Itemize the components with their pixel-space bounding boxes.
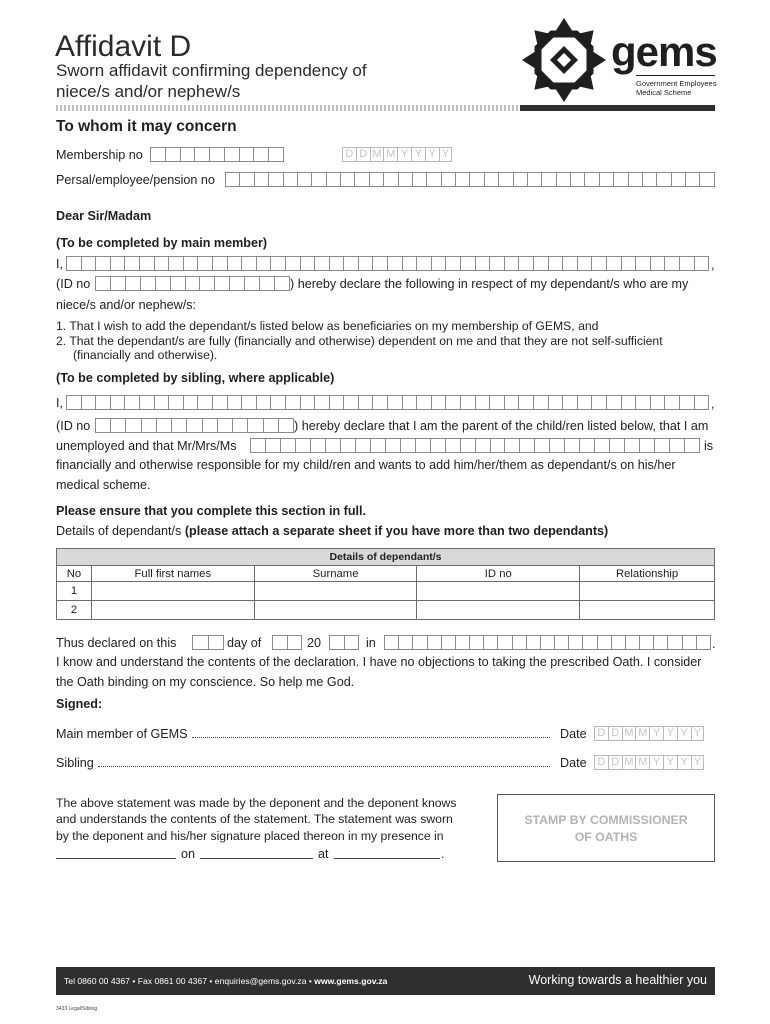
know-line-2: the Oath binding on my conscience. So help me God.: [56, 675, 355, 689]
gems-tagline-line-2: Medical Scheme: [636, 88, 692, 97]
row-number: 2: [57, 601, 92, 620]
id-no-cell[interactable]: [417, 582, 580, 601]
membership-number-field[interactable]: [150, 147, 284, 162]
details-bold: (please attach a separate sheet if you have more than two dependants): [184, 524, 609, 538]
details-text: [56, 524, 608, 539]
footer-contact: [64, 976, 387, 986]
sibling-i-label: I,: [56, 396, 63, 410]
commissioner-at-label: at: [318, 847, 329, 861]
sibling-is-text: is: [704, 439, 714, 453]
date-char-box[interactable]: Y: [649, 755, 663, 770]
declared-place-field[interactable]: [384, 635, 711, 650]
salutation: Dear Sir/Madam: [56, 209, 152, 223]
main-member-heading: (To be completed by main member): [56, 236, 268, 250]
commissioner-date-line[interactable]: [200, 858, 313, 859]
sibling-comma: ,: [711, 397, 715, 411]
date-char-box[interactable]: M: [622, 755, 636, 770]
main-member-item-1: 1. That I wish to add the dependant/s listed below as beneficiaries on my membership of GEMS, and: [56, 319, 599, 333]
day-of-label: day of: [227, 636, 262, 650]
in-label: in: [366, 636, 376, 650]
column-header-relationship: Relationship: [580, 566, 715, 582]
main-member-signature-label: Main member of GEMS: [56, 727, 188, 741]
stamp-line-2: OF OATHS: [574, 830, 638, 844]
stamp-box[interactable]: [497, 794, 715, 862]
date-char-box[interactable]: Y: [649, 726, 663, 741]
sibling-date-label: Date: [560, 756, 587, 770]
main-member-date-field[interactable]: [594, 726, 704, 741]
date-char-box[interactable]: Y: [397, 147, 411, 162]
dependants-table: [56, 548, 715, 620]
commissioner-line-2: and understands the contents of the statement. The statement was sworn: [56, 812, 453, 826]
gems-wordmark: gems: [611, 28, 717, 75]
date-char-box[interactable]: D: [594, 755, 608, 770]
main-member-id-label: (ID no: [56, 277, 91, 291]
declared-period: .: [712, 637, 716, 651]
column-header-no: No: [57, 566, 92, 582]
sibling-mr-mrs-ms-field[interactable]: [250, 438, 700, 453]
date-char-box[interactable]: D: [594, 726, 608, 741]
gems-tagline-line-1: Government Employees: [636, 79, 717, 88]
persal-number-field[interactable]: [225, 172, 715, 187]
know-line-1: I know and understand the contents of the declaration. I have no objections to taking the prescribed Oath. I consider: [56, 655, 702, 669]
date-char-box[interactable]: D: [342, 147, 356, 162]
table-row: [57, 582, 715, 601]
footer-bar: [56, 967, 715, 995]
commissioner-period: .: [441, 847, 445, 861]
table-row: [57, 601, 715, 620]
declared-month-field[interactable]: [272, 635, 302, 650]
thus-declared-label: Thus declared on this: [56, 636, 177, 650]
row-number: 1: [57, 582, 92, 601]
footer-contact-text: Tel 0860 00 4367 • Fax 0861 00 4367 • enquiries@gems.gov.za •: [64, 976, 315, 986]
main-member-item-2b: (financially and otherwise).: [73, 348, 218, 362]
dependants-table-title: Details of dependant/s: [57, 549, 715, 566]
sibling-id-field[interactable]: [95, 418, 294, 433]
declared-year-field[interactable]: [329, 635, 359, 650]
date-char-box[interactable]: Y: [663, 726, 677, 741]
sibling-line-4: medical scheme.: [56, 478, 151, 492]
sibling-date-field[interactable]: [594, 755, 704, 770]
date-char-box[interactable]: M: [622, 726, 636, 741]
main-member-declare-text-2: niece/s and/or nephew/s:: [56, 298, 197, 312]
date-char-box[interactable]: M: [370, 147, 384, 162]
commissioner-on-label: on: [181, 847, 196, 861]
main-member-date-label: Date: [560, 727, 587, 741]
details-prefix: Details of dependant/s: [56, 524, 185, 538]
gems-logo: [519, 15, 719, 105]
membership-label: Membership no: [56, 148, 143, 162]
form-subtitle-line-2: niece/s and/or nephew/s: [56, 82, 241, 101]
sibling-heading: (To be completed by sibling, where applicable): [56, 371, 335, 385]
sibling-signature-line[interactable]: [98, 766, 550, 767]
relationship-cell[interactable]: [580, 582, 715, 601]
sibling-unemployed-text: unemployed and that Mr/Mrs/Ms: [56, 439, 237, 453]
sibling-signature-label: Sibling: [56, 756, 94, 770]
main-member-comma: ,: [711, 258, 715, 272]
surname-cell[interactable]: [254, 582, 417, 601]
column-header-id-no: ID no: [417, 566, 580, 582]
date-char-box[interactable]: M: [635, 726, 649, 741]
date-char-box[interactable]: Y: [425, 147, 439, 162]
declared-day-field[interactable]: [192, 635, 224, 650]
gems-emblem-icon: [519, 15, 609, 105]
id-no-cell[interactable]: [417, 601, 580, 620]
first-names-cell[interactable]: [91, 601, 254, 620]
footer-website-link[interactable]: www.gems.gov.za: [314, 976, 388, 986]
section-heading: To whom it may concern: [56, 118, 237, 135]
sibling-line-3: financially and otherwise responsible for my child/ren and wants to add him/her/them as dependant/s on his/her: [56, 458, 676, 472]
sibling-name-field[interactable]: [66, 395, 709, 410]
main-member-i-label: I,: [56, 257, 63, 271]
ensure-text: Please ensure that you complete this section in full.: [56, 504, 367, 518]
date-char-box[interactable]: Y: [677, 755, 691, 770]
date-char-box[interactable]: D: [356, 147, 370, 162]
form-code: 3433 Legal/Sibling: [56, 1006, 98, 1012]
first-names-cell[interactable]: [91, 582, 254, 601]
date-char-box[interactable]: Y: [691, 755, 705, 770]
main-member-signature-line[interactable]: [192, 737, 550, 738]
column-header-surname: Surname: [254, 566, 417, 582]
form-subtitle-line-1: Sworn affidavit confirming dependency of: [56, 61, 367, 80]
footer-tagline: Working towards a healthier you: [528, 973, 707, 987]
persal-label: Persal/employee/pension no: [56, 173, 215, 187]
date-char-box[interactable]: Y: [691, 726, 705, 741]
membership-date-field[interactable]: [342, 147, 452, 162]
main-member-name-field[interactable]: [66, 256, 709, 271]
main-member-item-2: 2. That the dependant/s are fully (financially and otherwise) dependent on me and that they are not self-sufficient: [56, 334, 663, 348]
date-char-box[interactable]: Y: [411, 147, 425, 162]
date-char-box[interactable]: D: [608, 726, 622, 741]
date-char-box[interactable]: M: [635, 755, 649, 770]
sibling-id-label: (ID no: [56, 419, 91, 433]
commissioner-place-line[interactable]: [56, 858, 176, 859]
header-divider-dark: [520, 105, 715, 111]
main-member-id-field[interactable]: [95, 276, 290, 291]
form-title: Affidavit D: [55, 30, 192, 63]
commissioner-line-1: The above statement was made by the deponent and the deponent knows: [56, 796, 457, 810]
date-char-box[interactable]: Y: [439, 147, 453, 162]
relationship-cell[interactable]: [580, 601, 715, 620]
surname-cell[interactable]: [254, 601, 417, 620]
column-header-first-names: Full first names: [91, 566, 254, 582]
commissioner-line-3: by the deponent and his/her signature placed thereon in my presence in: [56, 829, 444, 843]
year-prefix-label: 20: [307, 636, 322, 650]
date-char-box[interactable]: Y: [663, 755, 677, 770]
signed-label: Signed:: [56, 697, 103, 711]
sibling-declare-text: ) hereby declare that I am the parent of the child/ren listed below, that I am: [294, 419, 709, 433]
commissioner-location-line[interactable]: [334, 858, 440, 859]
date-char-box[interactable]: D: [608, 755, 622, 770]
date-char-box[interactable]: Y: [677, 726, 691, 741]
stamp-line-1: STAMP BY COMMISSIONER: [524, 813, 688, 827]
main-member-declare-text: ) hereby declare the following in respect of my dependant/s who are my: [290, 277, 689, 291]
date-char-box[interactable]: M: [383, 147, 397, 162]
